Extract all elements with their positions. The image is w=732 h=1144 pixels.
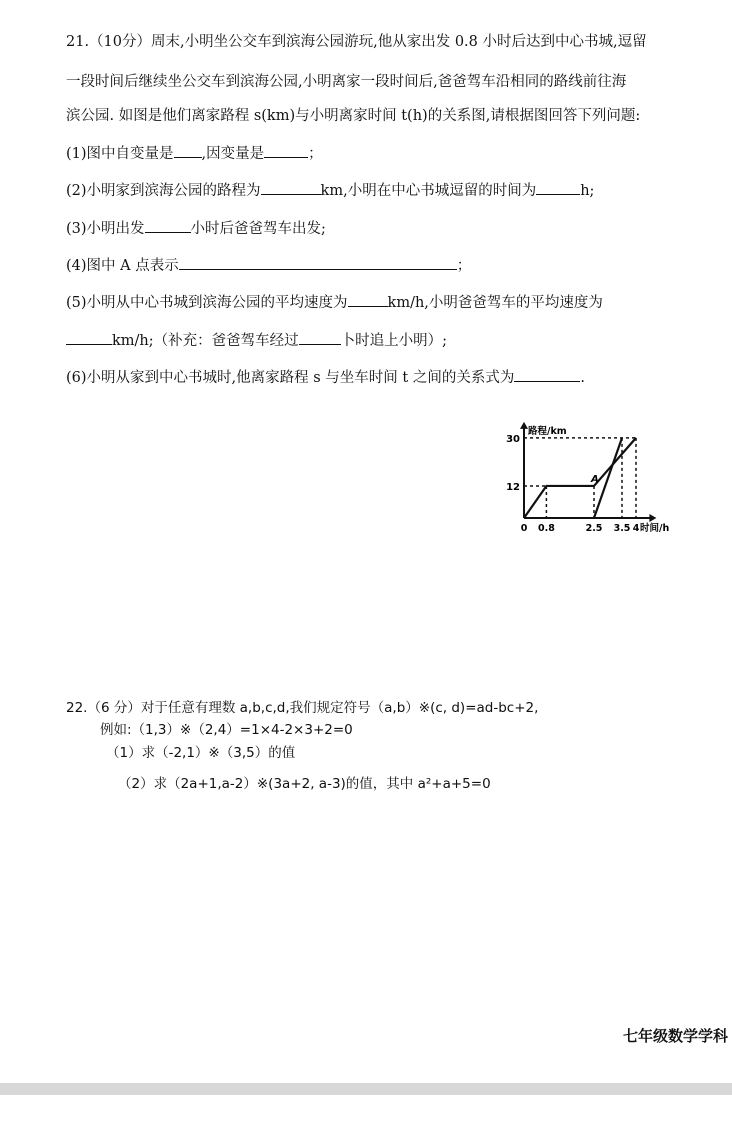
distance-time-graph: [500, 400, 700, 540]
y-axis-arrow: [520, 422, 528, 429]
x-axis-label: 时间/h: [640, 523, 670, 534]
x-tick-label: 0: [520, 523, 528, 534]
series-line-1: [524, 438, 636, 518]
x-tick-label: 4: [632, 523, 640, 534]
q22-line-3: （1）求（-2,1）※（3,5）的值: [106, 745, 296, 761]
x-tick-label: 2.5: [585, 523, 603, 534]
x-tick-label: 0.8: [537, 523, 555, 534]
y-tick-label: 30: [506, 433, 520, 445]
q21-part-6: (6)小明从家到中心书城时,他离家路程 s 与坐车时间 t 之间的关系式为 .: [66, 367, 585, 388]
q21-part-2: (2)小明家到滨海公园的路程为 km,小明在中心书城逗留的时间为 h;: [66, 180, 594, 201]
page-bottom-divider: [0, 1083, 732, 1095]
q21-part-4: (4)图中 A 点表示 ；: [66, 255, 471, 276]
y-tick-label: 12: [506, 481, 520, 493]
q22-line-1: 22.（6 分）对于任意有理数 a,b,c,d,我们规定符号（a,b）※(c, d)=ad-bc+2,: [66, 700, 539, 716]
x-tick-label: 3.5: [613, 523, 631, 534]
x-axis-arrow: [649, 514, 656, 522]
point-a-label: A: [591, 473, 599, 485]
q21-part-1: (1)图中自变量是 ,因变量是 ；: [66, 143, 323, 164]
q22-line-4: （2）求（2a+1,a-2）※(3a+2, a-3)的值，其中 a²+a+5=0: [118, 776, 491, 792]
q21-line-3: 滨公园. 如图是他们离家路程 s(km)与小明离家时间 t(h)的关系图,请根据图回答下列问题:: [66, 108, 641, 124]
q21-line-1: 21.（10分）周末,小明坐公交车到滨海公园游玩,他从家出发 0.8 小时后达到中心书城,逗留: [66, 34, 647, 50]
q21-part-3: (3)小明出发 小时后爸爸驾车出发;: [66, 218, 326, 239]
q21-part-5-cont: km/h;（补充：爸爸驾车经过 卜时追上小明）;: [66, 330, 447, 351]
y-axis-label: 路程/km: [528, 425, 567, 437]
q22-line-2: 例如:（1,3）※（2,4）=1×4-2×3+2=0: [100, 722, 353, 738]
q21-part-5: (5)小明从中心书城到滨海公园的平均速度为 km/h,小明爸爸驾车的平均速度为: [66, 292, 603, 313]
footer-subject: 七年级数学学科: [622, 1027, 728, 1045]
q21-line-2: 一段时间后继续坐公交车到滨海公园,小明离家一段时间后,爸爸驾车沿相同的路线前往海: [66, 74, 627, 90]
